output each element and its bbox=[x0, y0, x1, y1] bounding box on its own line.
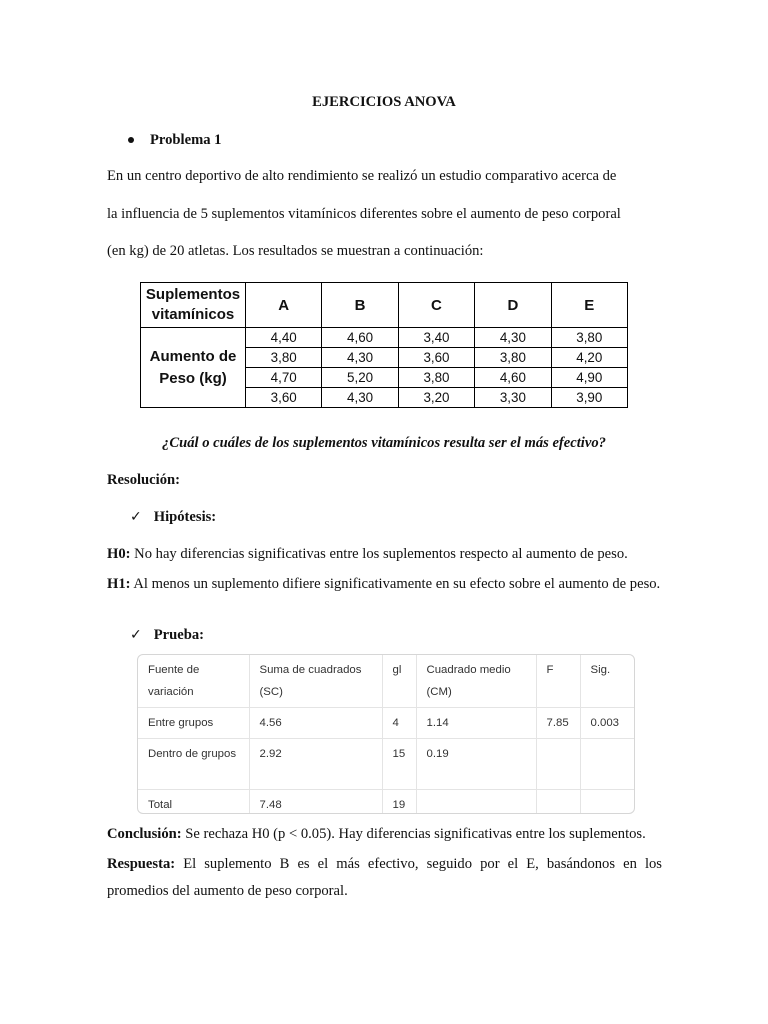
row-label-cell bbox=[141, 328, 246, 408]
question-text: ¿Cuál o cuáles de los suplementos vitamínicos resulta ser el más efectivo? bbox=[162, 435, 606, 451]
supplements-data-table bbox=[140, 282, 628, 408]
h1-text: Al menos un suplemento difiere significativamente en su efecto sobre el aumento de peso. bbox=[130, 576, 661, 592]
table-row bbox=[138, 708, 634, 739]
anova-header-ms: Cuadrado medio (CM) bbox=[416, 655, 536, 708]
table-cell: 4 bbox=[382, 708, 416, 739]
anova-table-card bbox=[137, 654, 635, 814]
table-row bbox=[138, 739, 634, 790]
table-cell: 5,20 bbox=[322, 368, 398, 388]
row-label-line-1: Aumento de bbox=[149, 347, 237, 365]
intro-line-2: la influencia de 5 suplementos vitamínicos diferentes sobre el aumento de peso corporal bbox=[107, 206, 621, 222]
conclusion-line bbox=[107, 824, 662, 844]
anova-header-ss: Suma de cuadrados (SC) bbox=[249, 655, 382, 708]
table-cell: 1.14 bbox=[416, 708, 536, 739]
column-header-e: E bbox=[551, 283, 627, 328]
table-cell bbox=[580, 790, 634, 815]
table-cell: 3,80 bbox=[475, 348, 551, 368]
table-cell: 0.19 bbox=[416, 739, 536, 790]
hypothesis-label: Hipótesis: bbox=[153, 509, 217, 525]
table-cell: 4,30 bbox=[322, 388, 398, 408]
answer-text: El suplemento B es el más efectivo, seguido por el E, basándonos en los promedios del aumento de peso corporal. bbox=[107, 856, 662, 899]
column-header-a: A bbox=[246, 283, 322, 328]
table-cell: 7.85 bbox=[536, 708, 580, 739]
table-cell: 4,30 bbox=[322, 348, 398, 368]
table-cell: 3,80 bbox=[398, 368, 474, 388]
table-cell: 4,70 bbox=[246, 368, 322, 388]
conclusion-text: Se rechaza H0 (p < 0.05). Hay diferencias significativas entre los suplementos. bbox=[181, 826, 646, 842]
table-cell: 3,40 bbox=[398, 328, 474, 348]
table-cell: 4,90 bbox=[551, 368, 627, 388]
anova-header-sig: Sig. bbox=[580, 655, 634, 708]
anova-header-df: gl bbox=[382, 655, 416, 708]
table-cell: 2.92 bbox=[249, 739, 382, 790]
h1-label: H1: bbox=[107, 576, 131, 592]
h0-text: No hay diferencias significativas entre los suplementos respecto al aumento de peso. bbox=[130, 546, 628, 562]
table-cell: 3,60 bbox=[246, 388, 322, 408]
table-cell: 4,20 bbox=[551, 348, 627, 368]
test-heading bbox=[130, 625, 204, 645]
table-cell: 0.003 bbox=[580, 708, 634, 739]
anova-header-row bbox=[138, 655, 634, 708]
document-title: EJERCICIOS ANOVA bbox=[312, 94, 456, 110]
table-cell: 4,40 bbox=[246, 328, 322, 348]
table-cell: 4,30 bbox=[475, 328, 551, 348]
table-header-row bbox=[141, 283, 628, 328]
problem-label: Problema 1 bbox=[150, 132, 222, 148]
table-cell bbox=[580, 739, 634, 790]
table-cell: 4.56 bbox=[249, 708, 382, 739]
anova-header-f: F bbox=[536, 655, 580, 708]
table-cell: 3,80 bbox=[551, 328, 627, 348]
anova-table bbox=[138, 655, 634, 814]
table-cell: 4,60 bbox=[475, 368, 551, 388]
conclusion-label: Conclusión: bbox=[107, 826, 182, 842]
checkmark-icon: ✓ bbox=[130, 627, 142, 643]
table-cell: 3,80 bbox=[246, 348, 322, 368]
test-label: Prueba: bbox=[153, 627, 204, 643]
table-cell: 19 bbox=[382, 790, 416, 815]
header-label-line-2: vitamínicos bbox=[151, 306, 235, 323]
table-cell: 3,30 bbox=[475, 388, 551, 408]
table-cell: 3,20 bbox=[398, 388, 474, 408]
table-cell: Total bbox=[138, 790, 249, 815]
header-label-cell bbox=[141, 283, 246, 328]
table-cell: Dentro de grupos bbox=[138, 739, 249, 790]
table-cell: 3,60 bbox=[398, 348, 474, 368]
table-cell: 4,60 bbox=[322, 328, 398, 348]
column-header-b: B bbox=[322, 283, 398, 328]
resolution-label: Resolución: bbox=[107, 472, 180, 488]
answer-label: Respuesta: bbox=[107, 856, 176, 872]
intro-line-3: (en kg) de 20 atletas. Los resultados se muestran a continuación: bbox=[107, 243, 484, 259]
anova-header-source: Fuente de variación bbox=[138, 655, 249, 708]
h0-line bbox=[107, 544, 662, 564]
bullet-icon bbox=[128, 137, 134, 143]
hypothesis-heading bbox=[130, 507, 216, 527]
table-cell bbox=[416, 790, 536, 815]
table-cell bbox=[536, 739, 580, 790]
header-label-line-1: Suplementos bbox=[145, 286, 241, 303]
column-header-d: D bbox=[475, 283, 551, 328]
checkmark-icon: ✓ bbox=[130, 509, 142, 525]
problem-heading bbox=[128, 130, 221, 150]
column-header-c: C bbox=[398, 283, 474, 328]
table-cell: Entre grupos bbox=[138, 708, 249, 739]
table-row bbox=[141, 328, 628, 348]
table-cell: 7.48 bbox=[249, 790, 382, 815]
intro-line-1: En un centro deportivo de alto rendimiento se realizó un estudio comparativo acerca de bbox=[107, 168, 617, 184]
h1-paragraph bbox=[107, 571, 662, 598]
table-cell: 3,90 bbox=[551, 388, 627, 408]
answer-paragraph bbox=[107, 851, 662, 905]
table-row bbox=[138, 790, 634, 815]
row-label-line-2: Peso (kg) bbox=[159, 369, 227, 387]
table-cell: 15 bbox=[382, 739, 416, 790]
h0-label: H0: bbox=[107, 546, 131, 562]
table-cell bbox=[536, 790, 580, 815]
